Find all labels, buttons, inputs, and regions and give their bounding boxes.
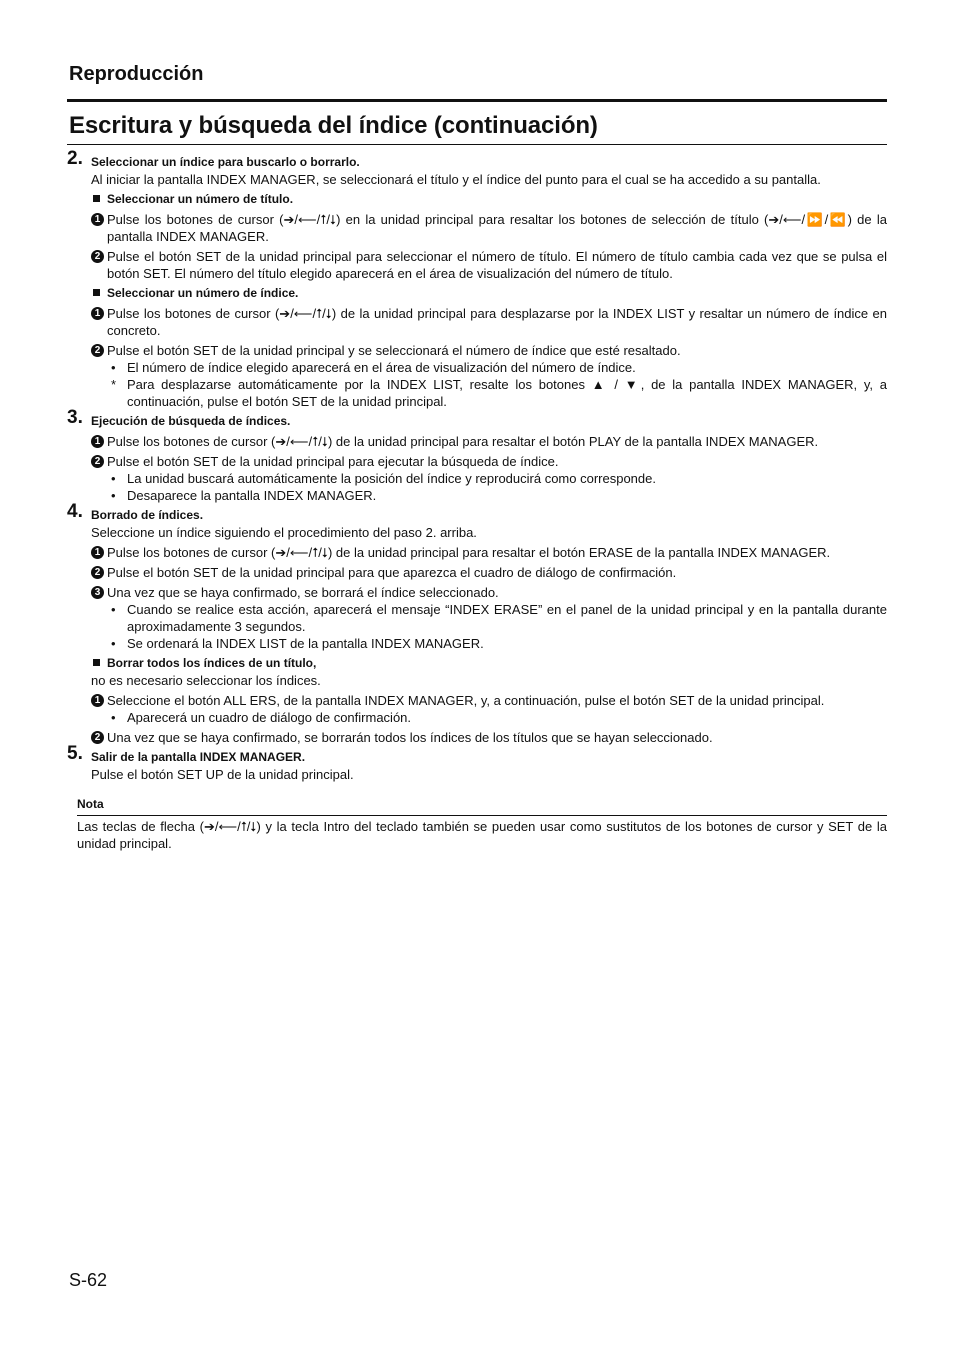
step-3 [67, 407, 887, 430]
step-4 [67, 501, 887, 541]
numbered-item: 2 Pulse el botón SET de la unidad principal para que aparezca el cuadro de diálogo de confirmación. [67, 564, 887, 581]
numbered-item: 1 Pulse los botones de cursor (➔/⟵/⭡/⭣) de la unidad principal para desplazarse por la INDEX LIST y resaltar un número de índice en concreto. [67, 305, 887, 339]
numbered-item: 2 Pulse el botón SET de la unidad principal y se seleccionará el número de índice que esté resaltado. [67, 342, 887, 359]
circled-number-icon: 1 [91, 213, 104, 226]
step-5 [67, 743, 887, 783]
step-heading: Ejecución de búsqueda de índices. [91, 414, 291, 428]
numbered-item: 2 Pulse el botón SET de la unidad principal para ejecutar la búsqueda de índice. [67, 453, 887, 470]
square-bullet-icon [93, 195, 100, 202]
numbered-item: 3 Una vez que se haya confirmado, se borrará el índice seleccionado. [67, 584, 887, 601]
bullet-item: • Desaparece la pantalla INDEX MANAGER. [111, 488, 377, 503]
numbered-item: 2 Una vez que se haya confirmado, se borrarán todos los índices de los títulos que se hayan seleccionado. [67, 729, 887, 746]
bullet-item: • Cuando se realice esta acción, aparecerá el mensaje “INDEX ERASE” en el panel de la unidad principal y en la pantalla durante aproximadamente 3 segundos. [111, 602, 887, 634]
step-2 [67, 148, 887, 188]
bullet-item: • Aparecerá un cuadro de diálogo de confirmación. [111, 710, 412, 725]
bullet-item: • Se ordenará la INDEX LIST de la pantalla INDEX MANAGER. [111, 636, 484, 651]
step-number: 4. [67, 501, 83, 522]
circled-number-icon: 2 [91, 731, 104, 744]
circled-number-icon: 3 [91, 586, 104, 599]
numbered-item: 1 Pulse los botones de cursor (➔/⟵/⭡/⭣) de la unidad principal para resaltar el botón ERASE de la pantalla INDEX MANAGER. [67, 544, 887, 561]
section-heading: Reproducción [69, 63, 204, 85]
bullet-item: • La unidad buscará automáticamente la posición del índice y reproducirá como corresponde. [111, 471, 656, 486]
header-rule [67, 99, 887, 102]
step-text: Al iniciar la pantalla INDEX MANAGER, se seleccionará el título y el índice del punto para el cual se ha accedido a su pantalla. [91, 172, 821, 187]
circled-number-icon: 1 [91, 546, 104, 559]
step-heading: Salir de la pantalla INDEX MANAGER. [91, 750, 306, 764]
subheading: Seleccionar un número de índice. [67, 285, 887, 302]
note-heading: Nota [77, 796, 887, 816]
circled-number-icon: 1 [91, 307, 104, 320]
square-bullet-icon [93, 289, 100, 296]
step-heading: Borrado de índices. [91, 508, 204, 522]
page-content [67, 148, 887, 852]
circled-number-icon: 1 [91, 435, 104, 448]
bullet-item: * Para desplazarse automáticamente por la INDEX LIST, resalte los botones ▲ / ▼, de la pantalla INDEX MANAGER, y, a continuación, pulse el botón SET de la unidad principal. [111, 377, 887, 409]
step-number: 3. [67, 407, 83, 428]
note-text: Las teclas de flecha (➔/⟵/⭡/⭣) y la tecla Intro del teclado también se pueden usar como sustitutos de los botones de cursor y SET de la unidad principal. [77, 819, 887, 851]
circled-number-icon: 2 [91, 566, 104, 579]
page-number: S-62 [69, 1270, 108, 1290]
subheading: Seleccionar un número de título. [67, 191, 887, 208]
circled-number-icon: 2 [91, 250, 104, 263]
numbered-item: 1 Seleccione el botón ALL ERS, de la pantalla INDEX MANAGER, y, a continuación, pulse el botón SET de la unidad principal. [67, 692, 887, 709]
subheading: Borrar todos los índices de un título, [67, 655, 887, 672]
step-heading: Seleccionar un índice para buscarlo o borrarlo. [91, 155, 360, 169]
bullet-item: • El número de índice elegido aparecerá en el área de visualización del número de índice. [111, 360, 636, 375]
circled-number-icon: 2 [91, 344, 104, 357]
step-number: 2. [67, 148, 83, 169]
step-text: Seleccione un índice siguiendo el procedimiento del paso 2. arriba. [91, 525, 477, 540]
step-text: Pulse el botón SET UP de la unidad principal. [91, 767, 354, 782]
numbered-item: 2 Pulse el botón SET de la unidad principal para seleccionar el número de título. El número de título cambia cada vez que se pulsa el botón SET. El número del título elegido aparecerá en el área de visualización del número de título. [67, 248, 887, 282]
note-box [67, 796, 887, 852]
step-number: 5. [67, 743, 83, 764]
square-bullet-icon [93, 659, 100, 666]
numbered-item: 1 Pulse los botones de cursor (➔/⟵/⭡/⭣) de la unidad principal para resaltar el botón PLAY de la pantalla INDEX MANAGER. [67, 433, 887, 450]
page-title: Escritura y búsqueda del índice (continuación) [69, 112, 598, 139]
numbered-item: 1 Pulse los botones de cursor (➔/⟵/⭡/⭣) en la unidad principal para resaltar los botones de selección de título (➔/⟵/⏩/⏪) de la pantalla INDEX MANAGER. [67, 211, 887, 245]
circled-number-icon: 1 [91, 694, 104, 707]
sub-text: no es necesario seleccionar los índices. [91, 673, 321, 688]
title-rule [67, 144, 887, 145]
circled-number-icon: 2 [91, 455, 104, 468]
